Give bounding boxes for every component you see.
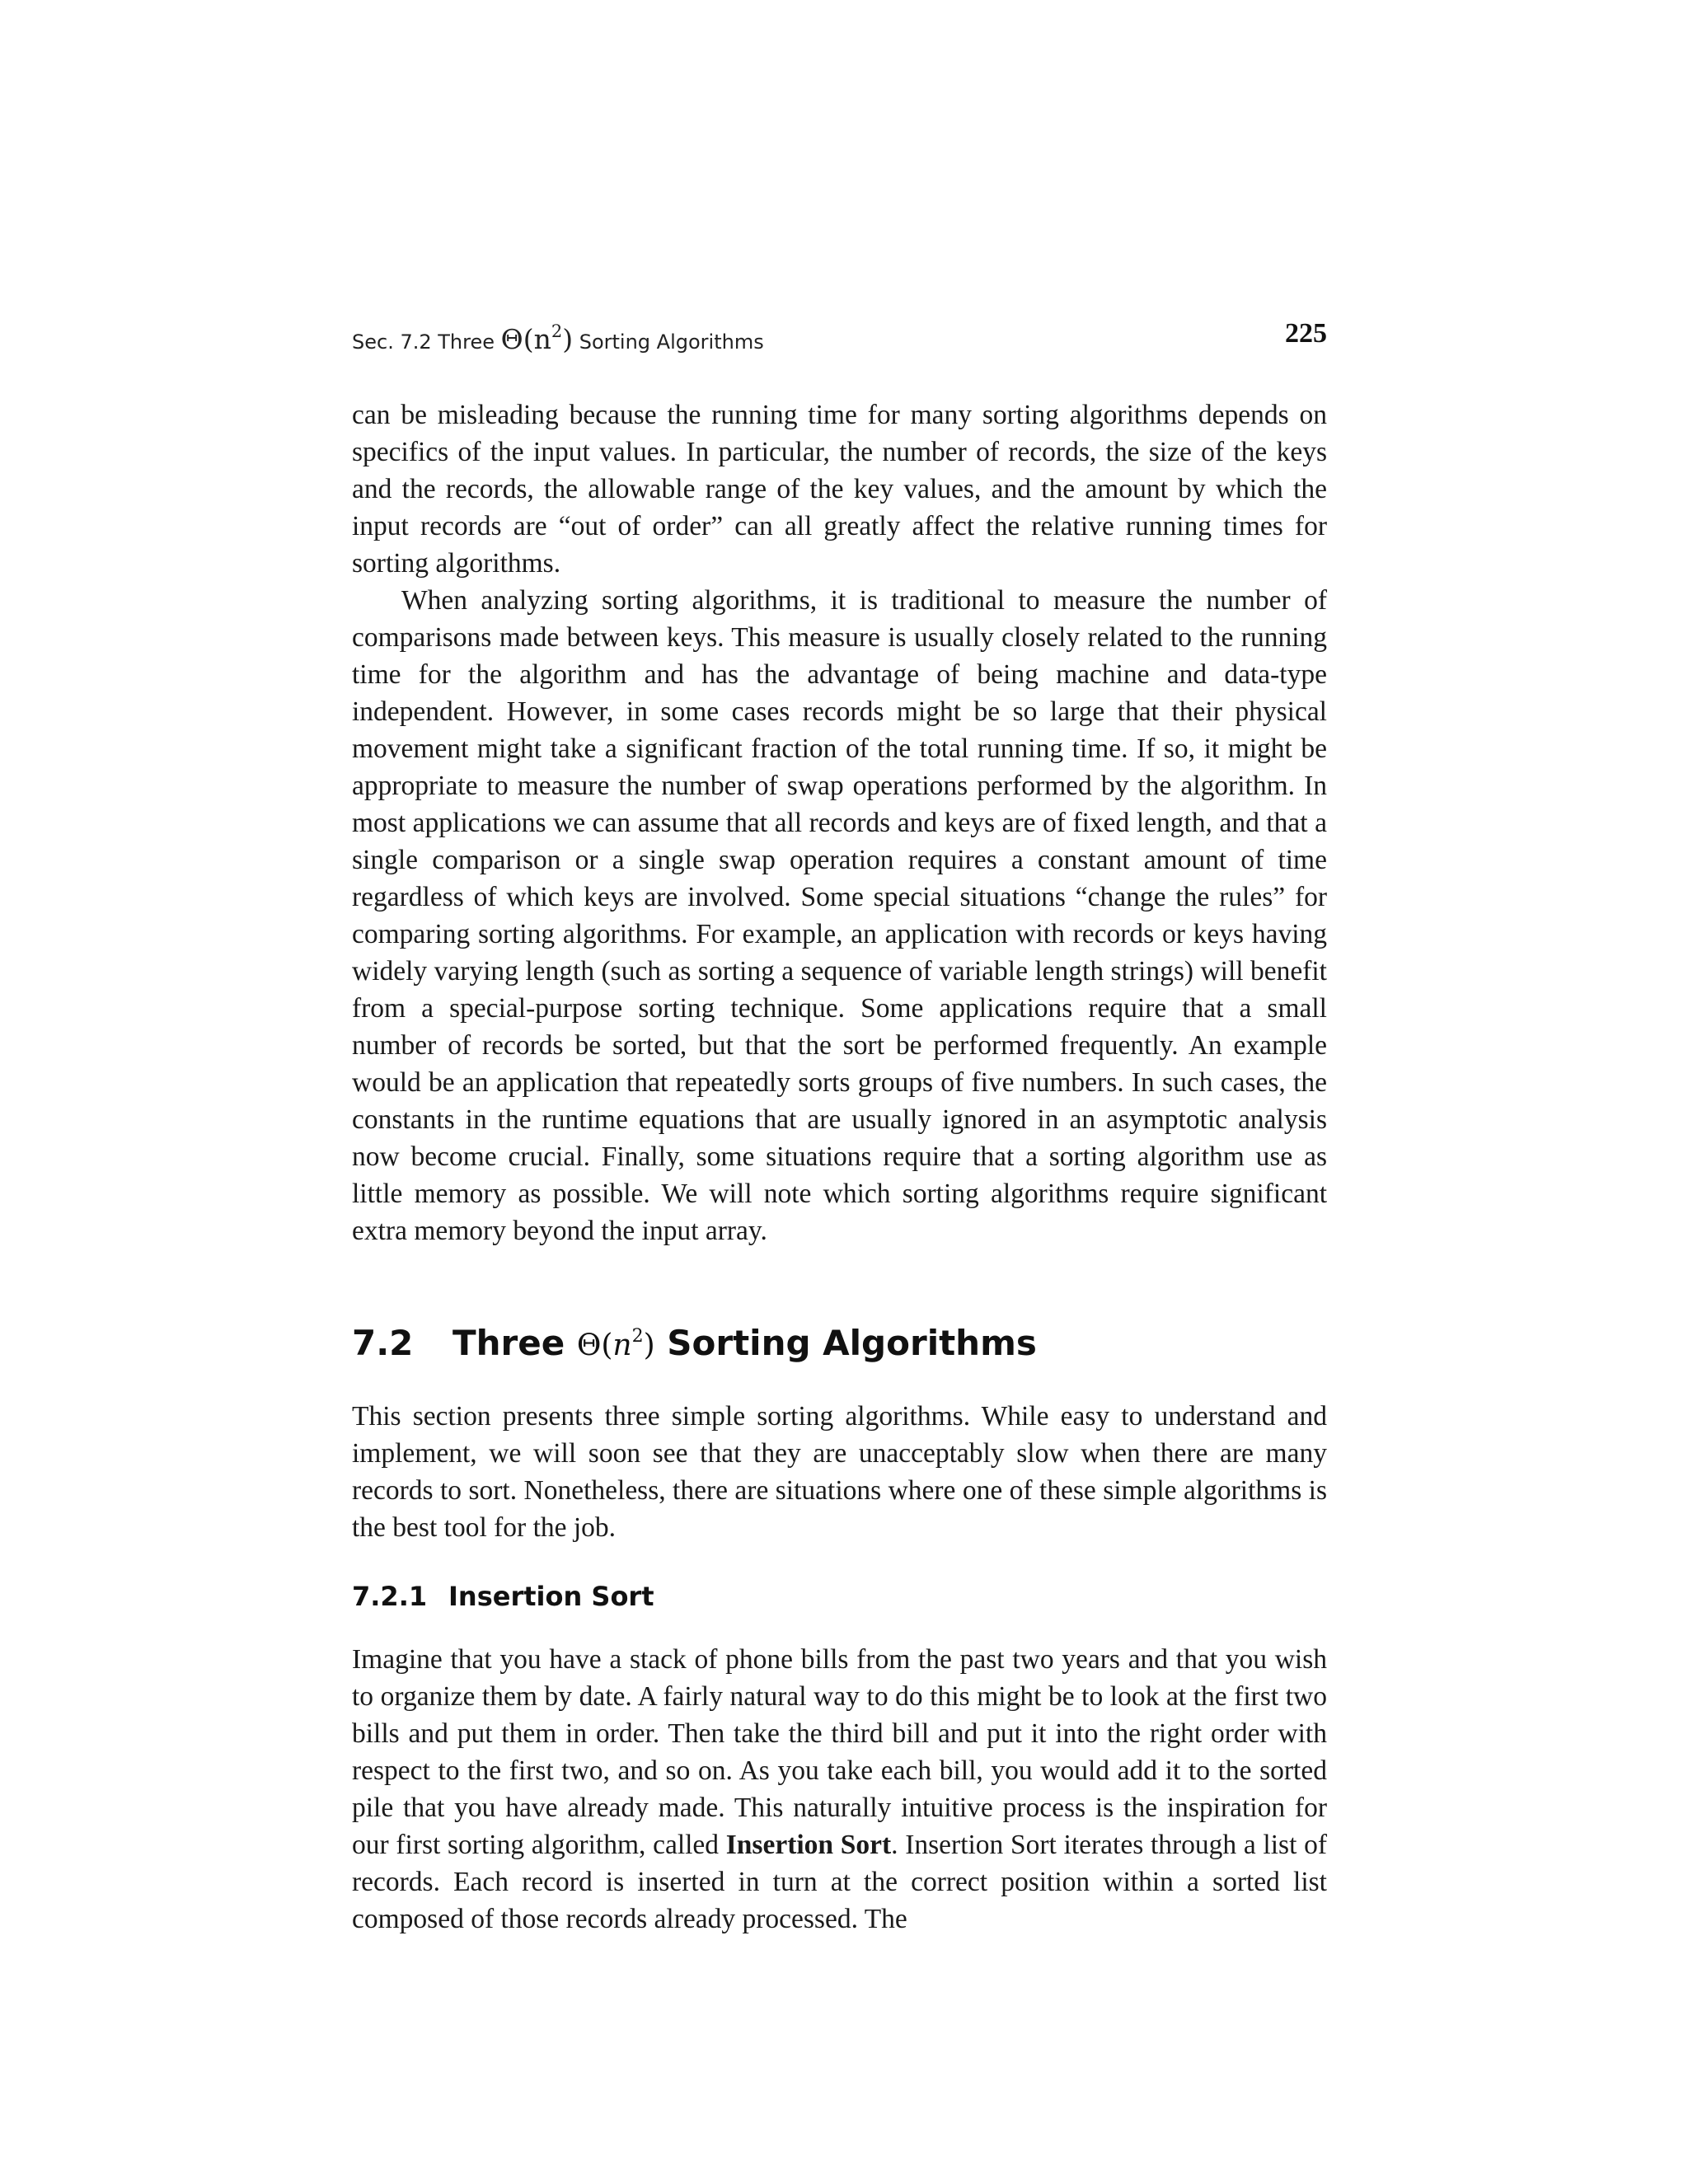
running-head-section-title <box>352 323 764 355</box>
section-number: 7.2 <box>352 1323 414 1363</box>
paragraph-insertion-sort-lead: Imagine that you have a stack of phone bills from the past two years and that you wish to organize them by date. A fairly natural way to do this might be to look at the first two bills and put them in order. Then take the third bill and put it into the right order with respect to the first two, and so on. As you take each bill, you would add it to the sorted pile that you have already made. This naturally intuitive process is the inspiration for our first sorting algorithm, called <box>352 1644 1327 1860</box>
paragraph-analyzing-sorts: When analyzing sorting algorithms, it is traditional to measure the number of comparisons made between keys. This measure is usually closely related to the running time for the algorithm and has the advantage of being machine and data-type independent. However, in some cases records might be so large that their physical movement might take a significant fraction of the total running time. If so, it might be appropriate to measure the number of swap operations performed by the algorithm. In most applications we can assume that all records and keys are of fixed length, and that a single comparison or a single swap operation requires a constant amount of time regardless of which keys are involved. Some special situations “change the rules” for comparing sorting algorithms. For example, an application with records or keys having widely varying length (such as sorting a sequence of variable length strings) will benefit from a special-purpose sorting technique. Some applications require that a small number of records be sorted, but that the sort be performed frequently. An example would be an application that repeatedly sorts groups of five numbers. In such cases, the constants in the runtime equations that are usually ignored in an asymptotic analysis now become crucial. Finally, some situations require that a sorting algorithm use as little memory as possible. We will note which sorting algorithms require significant extra memory beyond the input array. <box>352 585 1327 1246</box>
subsection-number: 7.2.1 <box>352 1581 428 1612</box>
section-title-math <box>576 1326 655 1362</box>
section-math-close: ) <box>643 1329 655 1362</box>
running-head-math-close: ) <box>562 323 574 355</box>
section-math-exponent: 2 <box>631 1326 644 1347</box>
running-head <box>352 318 1327 354</box>
paragraph-insertion-sort-tail: . Insertion Sort iterates through a list of records. Each record is inserted in turn at the correct position within a sorted list composed of those records already processed. The <box>352 1830 1327 1934</box>
subsection-heading <box>352 1579 654 1614</box>
section-math-base: Θ( <box>576 1329 613 1362</box>
paragraph-insertion-sort <box>352 1641 1327 1938</box>
running-head-math-base: Θ(n <box>500 323 551 355</box>
paragraph-section-intro: This section presents three simple sorting algorithms. While easy to understand and implement, we will soon see that they are unacceptably slow when there are many records to sort. Nonetheless, there are situations where one of these simple algorithms is the best tool for the job. <box>352 1401 1327 1543</box>
page-number: 225 <box>1285 318 1327 349</box>
section-title-prefix: Three <box>452 1323 565 1363</box>
section-math-variable: n <box>612 1329 632 1362</box>
running-head-suffix: Sorting Algorithms <box>579 330 764 354</box>
running-head-math-exponent: 2 <box>551 321 563 341</box>
running-head-prefix: Sec. 7.2 Three <box>352 330 495 354</box>
running-head-math <box>501 323 573 355</box>
section-title-suffix: Sorting Algorithms <box>667 1323 1037 1363</box>
paragraph-continued: can be misleading because the running time for many sorting algorithms depends on specifics of the input values. In particular, the number of records, the size of the keys and the records, the allowable range of the key values, and the amount by which the input records are “out of order” can all greatly affect the relative running times for sorting algorithms. <box>352 400 1327 579</box>
term-insertion-sort: Insertion Sort <box>725 1830 892 1860</box>
section-heading <box>352 1320 1037 1369</box>
subsection-title: Insertion Sort <box>448 1581 654 1612</box>
